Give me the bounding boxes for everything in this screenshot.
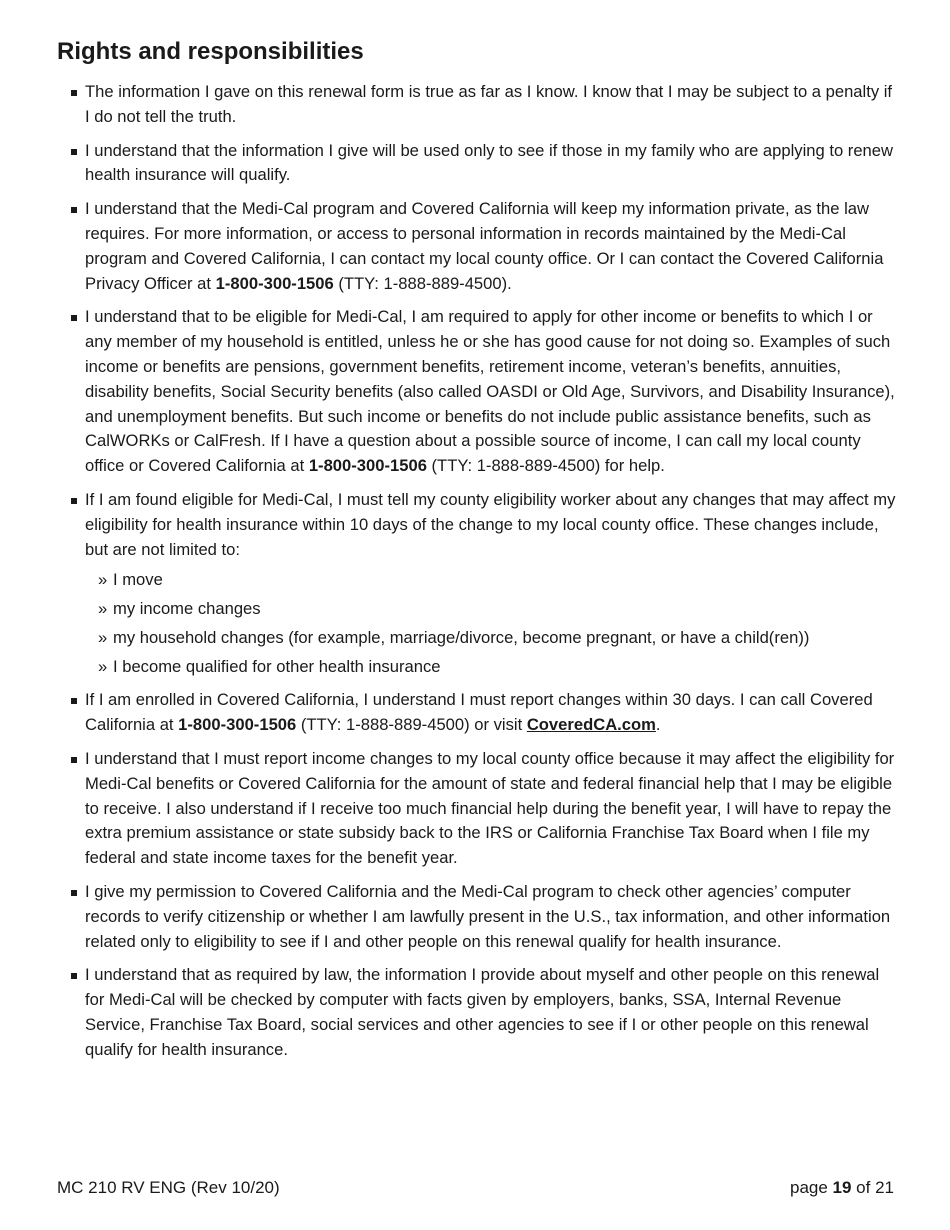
list-item: I understand that to be eligible for Medi-Cal, I am required to apply for other income or benefits to which I or any member of my household is entitled, unless he or she has good cause for not doing so. Examples of such income or benefits are pensions, government benefits, retirement income, veteran’s benefits, annuities, disability benefits, Social Security benefits (also called OASDI or Old Age, Survivors, and Disability Insurance), and unemployment benefits. But such income or benefits do not include public assistance benefits, such as CalWORKs or CalFresh. If I have a question about a possible source of income, I can call my local county office or Covered California at 1-800-300-1506 (TTY: 1-888-889-4500) for help. (57, 305, 897, 479)
list-item: I understand that the information I give will be used only to see if those in my family who are applying to renew health insurance will qualify. (57, 139, 897, 189)
page-number: page 19 of 21 (789, 1178, 894, 1197)
list-item: I understand that the Medi-Cal program and Covered California will keep my information private, as the law requires. For more information, or access to personal information in records maintained by the Medi-Cal program and Covered California, I can contact my local county office. Or I can contact the Covered California Privacy Officer at 1-800-300-1506 (TTY: 1-888-889-4500). (57, 197, 897, 296)
sub-list-item: » my income changes (85, 596, 897, 621)
coveredca-link[interactable]: CoveredCA.com (526, 715, 656, 735)
chevron-icon: » (98, 628, 108, 648)
section-title: Rights and responsibilities (57, 38, 364, 65)
phone-number: 1-800-300-1506 (178, 715, 297, 735)
sub-list-item: » my household changes (for example, marriage/divorce, become pregnant, or have a child(ren)) (85, 625, 897, 650)
chevron-icon: » (98, 599, 108, 619)
phone-number: 1-800-300-1506 (215, 273, 334, 293)
rights-list (57, 80, 897, 1072)
list-item: If I am enrolled in Covered California, I understand I must report changes within 30 days. I can call Covered California at 1-800-300-1506 (TTY: 1-888-889-4500) or visit CoveredCA.com. (57, 688, 897, 738)
changes-sublist (85, 567, 897, 679)
sub-list-item: » I move (85, 567, 897, 592)
sub-list-item: » I become qualified for other health insurance (85, 654, 897, 679)
current-page: 19 (832, 1178, 852, 1197)
list-item: I understand that as required by law, the information I provide about myself and other people on this renewal for Medi-Cal will be checked by computer with facts given by employers, banks, SSA, Internal Revenue Service, Franchise Tax Board, social services and other agencies to see if I or other people on this renewal qualify for health insurance. (57, 963, 897, 1062)
list-item: The information I gave on this renewal form is true as far as I know. I know that I may be subject to a penalty if I do not tell the truth. (57, 80, 897, 130)
chevron-icon: » (98, 657, 108, 677)
list-item: I understand that I must report income changes to my local county office because it may affect the eligibility for Medi-Cal benefits or Covered California for the amount of state and federal financial help that I may be eligible to receive. I also understand if I receive too much financial help during the benefit year, I will have to repay the extra premium assistance or state subsidy back to the IRS or California Franchise Tax Board when I file my federal and state income taxes for the benefit year. (57, 747, 897, 871)
phone-number: 1-800-300-1506 (308, 456, 427, 476)
list-item: If I am found eligible for Medi-Cal, I must tell my county eligibility worker about any changes that may affect my eligibility for health insurance within 10 days of the change to my local county office. These changes include, but are not limited to: » I move » my income changes » my household changes (for example, marriage/divorce, become pregnant, or have a child(ren)) » I become qualified for other health insurance (57, 488, 897, 679)
form-id: MC 210 RV ENG (Rev 10/20) (57, 1178, 280, 1197)
list-item: I give my permission to Covered California and the Medi-Cal program to check other agencies’ computer records to verify citizenship or whether I am lawfully present in the U.S., tax information, and other information related only to eligibility to see if I and other people on this renewal qualify for health insurance. (57, 880, 897, 954)
chevron-icon: » (98, 570, 108, 590)
